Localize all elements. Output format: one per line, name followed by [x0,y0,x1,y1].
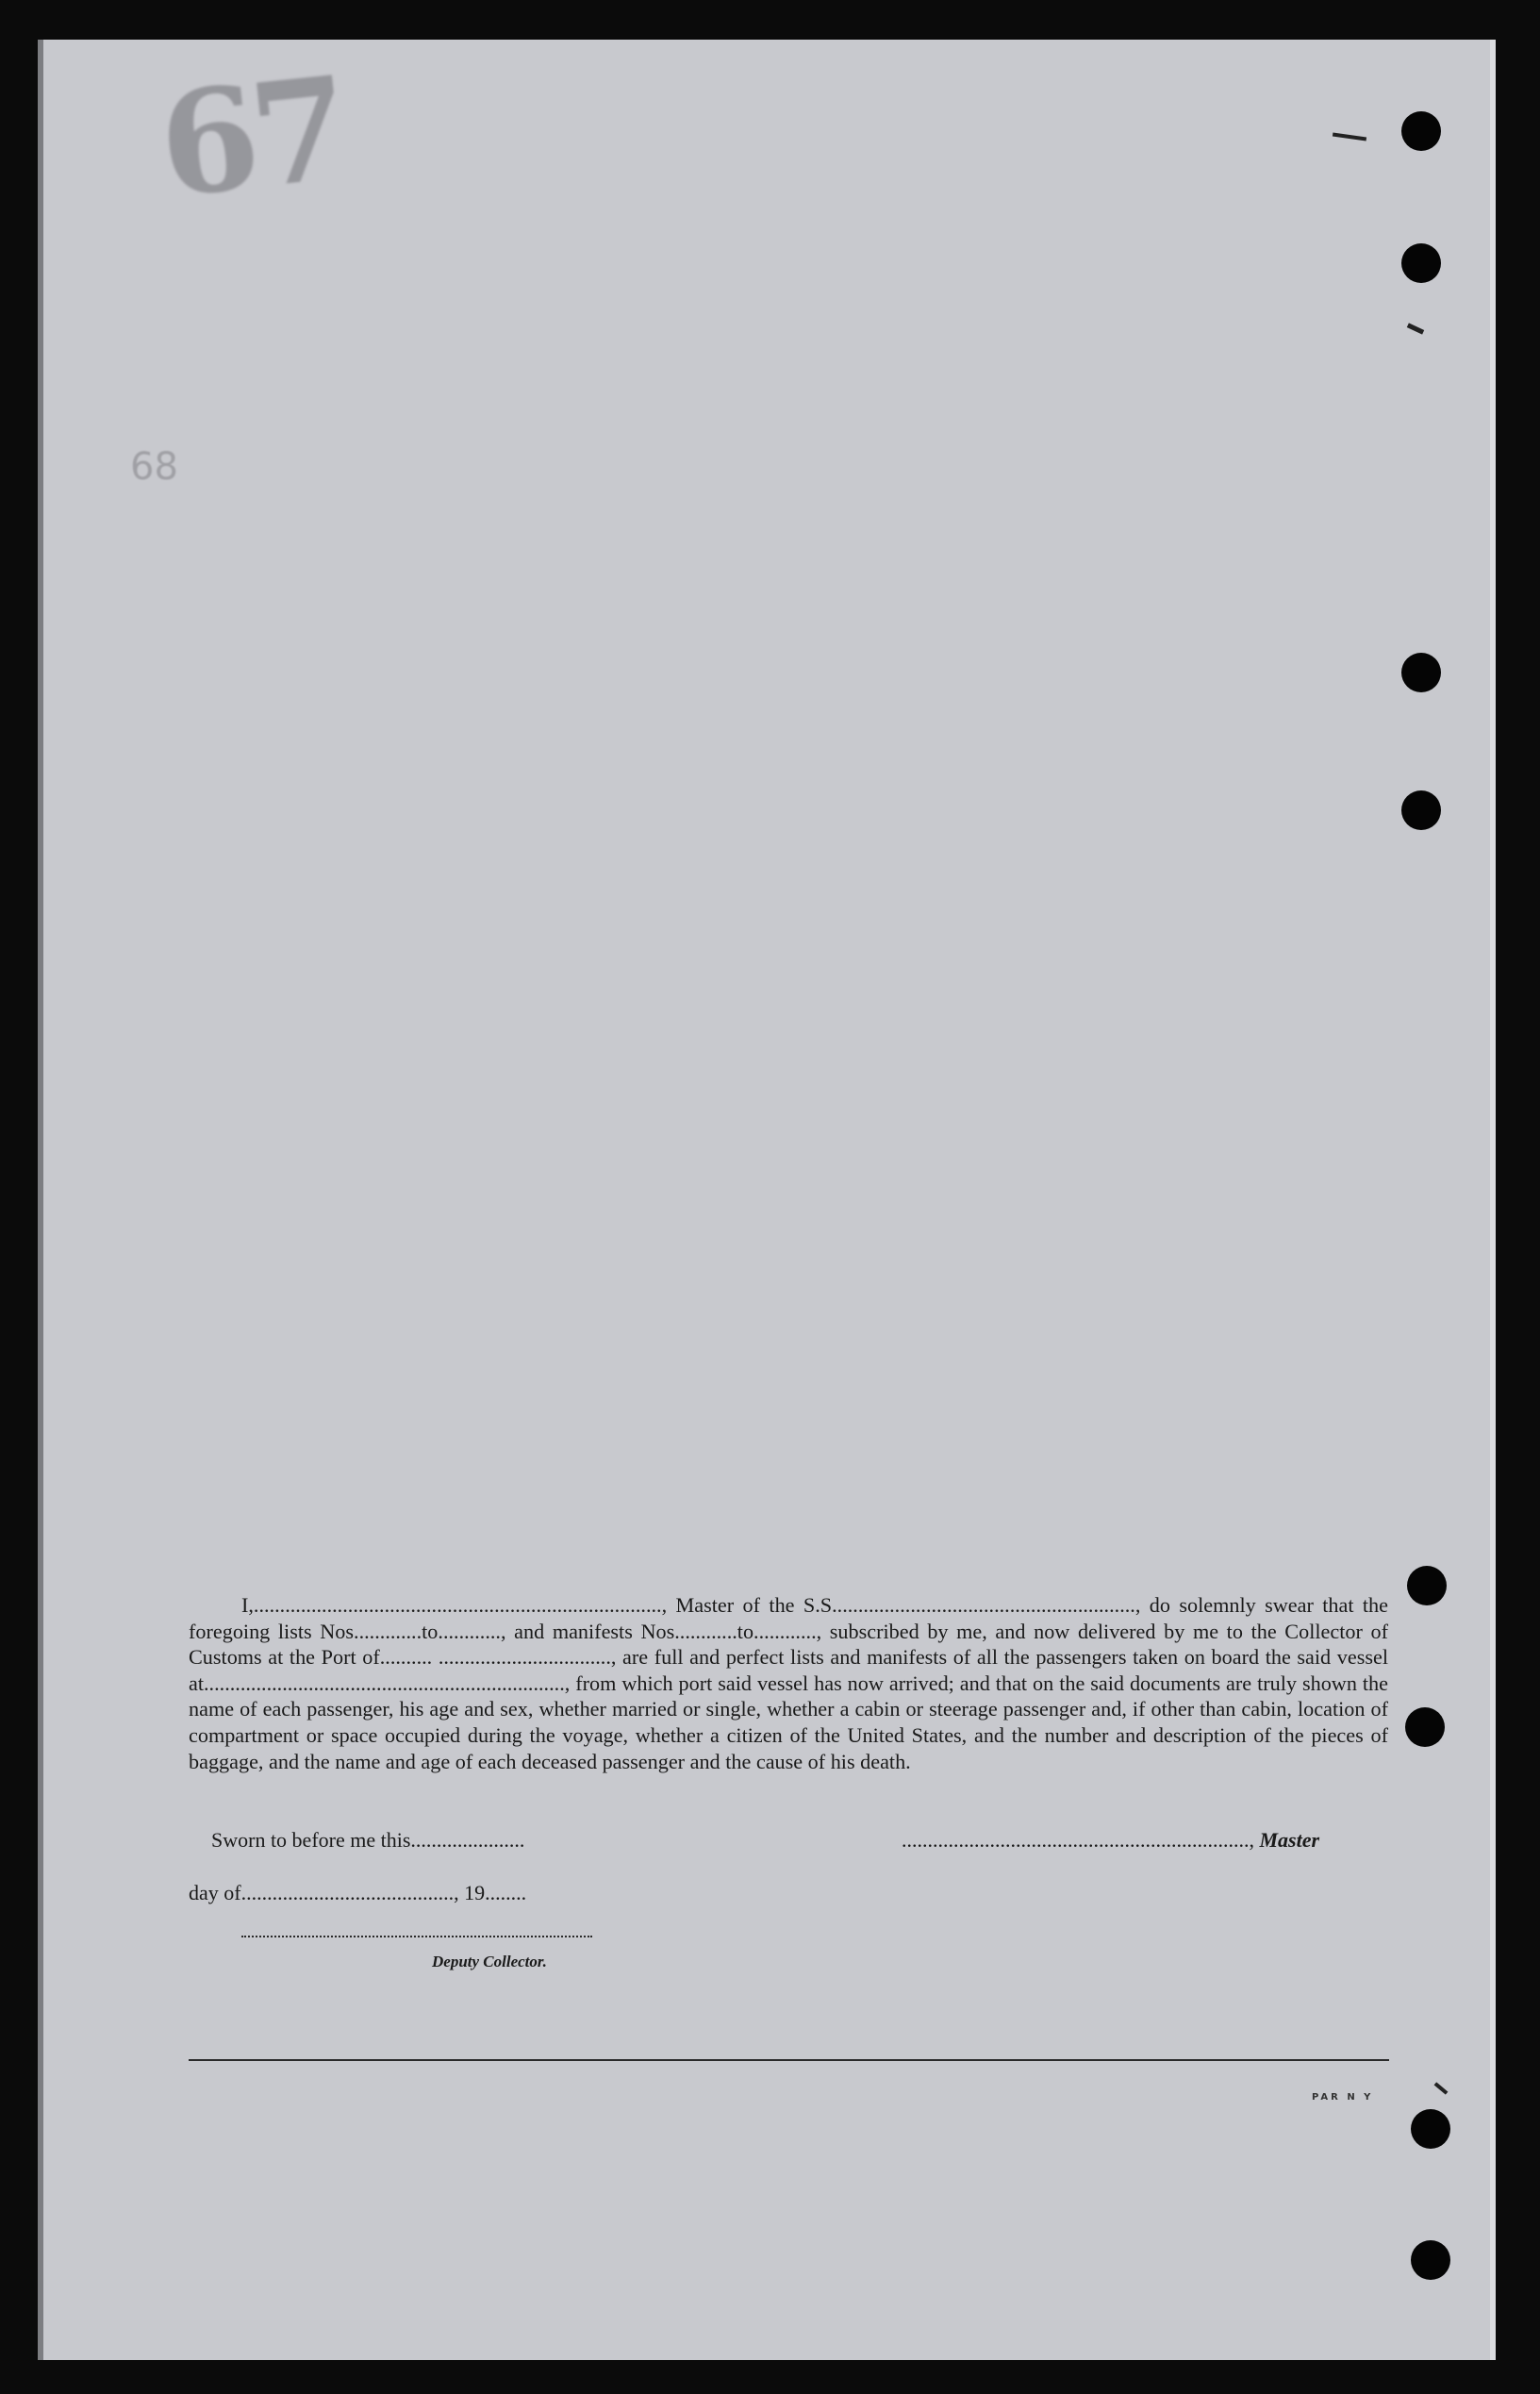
binder-hole [1411,2240,1450,2280]
sworn-line: Sworn to before me this...................... [211,1828,525,1852]
binder-hole [1401,790,1441,830]
faint-page-number: 68 [130,445,178,489]
day-line: day of........................................., 19........ [189,1881,527,1904]
binder-hole [1401,653,1441,692]
deputy-signature-line [241,1936,592,1937]
printer-imprint: PAR N Y [1312,2092,1374,2103]
binder-hole [1411,2109,1450,2149]
master-label: Master [1259,1828,1320,1852]
sheet-edge-shadow [38,40,43,2360]
handwritten-page-number: 67 [152,45,351,230]
binder-hole [1407,1566,1447,1605]
binder-hole [1401,243,1441,283]
document-sheet [38,40,1496,2360]
deputy-collector-label: Deputy Collector. [432,1953,547,1970]
binder-hole [1405,1707,1445,1747]
master-signature-line [902,1828,1319,1853]
oath-paragraph: I,.............................................................................., Master of the S.S.........................................................., do solemnly swear that the foregoing lists Nos.............to............, and manifests Nos............to............, subscribed by me, and now delivered by me to the Collector of Customs at the Port of.......... ................................., are full and perfect lists and manifests of all the passengers taken on board the said vessel at....................................................................., from which port said vessel has now arrived; and that on the said documents are truly shown the name of each passenger, his age and sex, whether married or single, whether a cabin or steerage passenger and, if other than cabin, location of compartment or space occupied during the voyage, whether a citizen of the United States, and the number and description of the pieces of baggage, and the name and age of each deceased passenger and the cause of his death. [189,1593,1388,1773]
binder-hole [1401,111,1441,151]
bottom-rule [189,2059,1389,2061]
master-dots: ..................................................................., [902,1828,1260,1852]
